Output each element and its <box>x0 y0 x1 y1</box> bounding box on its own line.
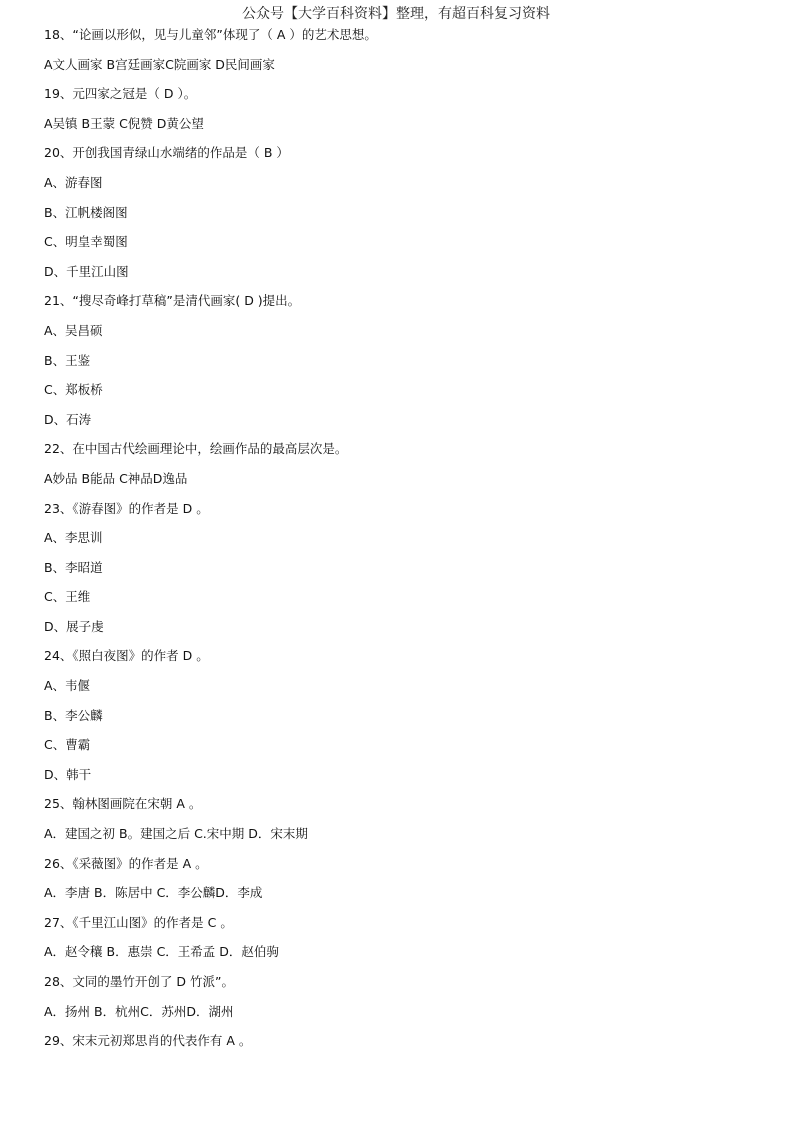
answer-option: A、游春图 <box>44 174 103 190</box>
answer-option: A、李思训 <box>44 530 103 546</box>
question-line: 28、文同的墨竹开创了 D 竹派”。 <box>44 974 234 989</box>
answer-options-line: A．建国之初 B。建国之后 C.宋中期 D．宋末期 <box>44 826 308 842</box>
answer-option: C、郑板桥 <box>44 382 103 398</box>
answer-option: B、李昭道 <box>44 559 103 575</box>
answer-option: D、韩干 <box>44 766 92 782</box>
question-line: 25、翰林图画院在宋朝 A 。 <box>44 796 202 812</box>
question-line: 23、《游春图》的作者是 D 。 <box>44 500 209 516</box>
answer-options-line: A．扬州 B．杭州C．苏州D．湖州 <box>44 1003 234 1019</box>
answer-option: B、王鉴 <box>44 352 91 368</box>
question-line: 21、“搜尽奇峰打草稿”是清代画家( D )提出。 <box>44 293 301 309</box>
question-line: 20、开创我国青绿山水端绪的作品是（ B ） <box>44 145 289 161</box>
question-line: 19、元四家之冠是（ D ）。 <box>44 86 197 102</box>
answer-option: B、江帆楼阁图 <box>44 204 128 220</box>
answer-option: D、千里江山图 <box>44 263 129 279</box>
page-header: 公众号【大学百科资料】整理，有超百科复习资料 <box>242 6 550 22</box>
answer-option: C、曹霸 <box>44 737 91 753</box>
question-line: 26、《采薇图》的作者是 A 。 <box>44 855 208 871</box>
answer-option: B、李公麟 <box>44 707 103 723</box>
question-line: 29、宋末元初郑思肖的代表作有 A 。 <box>44 1033 252 1049</box>
answer-options-line: A文人画家 B宫廷画家C院画家 D民间画家 <box>44 56 275 72</box>
question-line: 18、“论画以形似，见与儿童邻”体现了（ A ）的艺术思想。 <box>44 27 377 42</box>
answer-options-line: A妙品 B能品 C神品D逸品 <box>44 470 188 486</box>
answer-option: D、展子虔 <box>44 618 104 634</box>
answer-options-line: A吴镇 B王蒙 C倪赞 D黄公望 <box>44 115 204 131</box>
answer-options-line: A．赵令穰 B．惠崇 C．王希孟 D．赵伯驹 <box>44 944 279 960</box>
answer-option: A、吴昌硕 <box>44 322 103 338</box>
answer-options-line: A．李唐 B．陈居中 C．李公麟D．李成 <box>44 885 263 901</box>
answer-option: D、石涛 <box>44 411 92 427</box>
answer-option: C、明皇幸蜀图 <box>44 234 128 250</box>
question-line: 24、《照白夜图》的作者 D 。 <box>44 648 209 664</box>
answer-option: A、韦偃 <box>44 678 91 694</box>
question-line: 27、《千里江山图》的作者是 C 。 <box>44 914 233 930</box>
question-line: 22、在中国古代绘画理论中，绘画作品的最高层次是。 <box>44 441 348 457</box>
question-list <box>44 26 764 1062</box>
answer-option: C、王维 <box>44 589 91 605</box>
